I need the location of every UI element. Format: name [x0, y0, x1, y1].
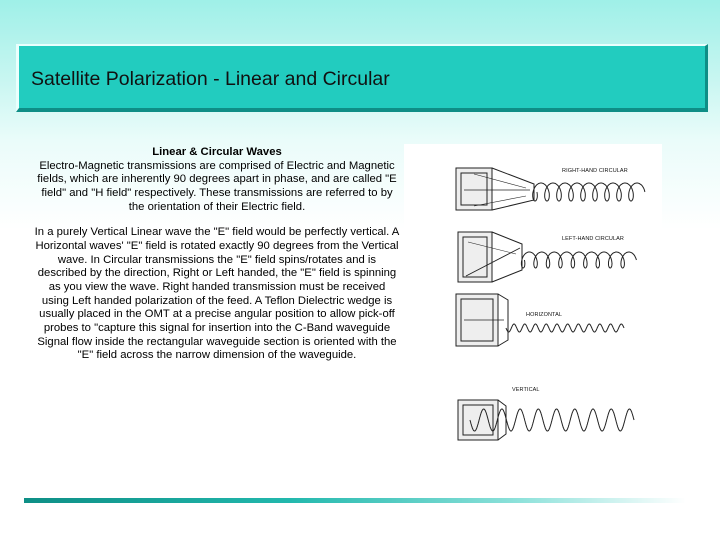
wave-right-hand [533, 183, 645, 201]
horn-horizontal [456, 294, 508, 346]
footer-bar [24, 498, 686, 503]
wave-left-hand [521, 252, 636, 268]
section-heading: Linear & Circular Waves [152, 146, 282, 158]
polarization-diagram [404, 144, 662, 448]
label-left-hand-circular: LEFT-HAND CIRCULAR [562, 236, 625, 242]
horn-right-hand [456, 168, 534, 210]
label-horizontal: HORIZONTAL [526, 312, 563, 318]
slide-title: Satellite Polarization - Linear and Circular [31, 68, 390, 90]
paragraph-intro: Electro-Magnetic transmissions are comprised of Electric and Magnetic fields, which are inherently 90 degrees apart in phase, and are called "E field" and "H field" respectively. These transmissions are referred to by the orientation of their Electric field. [37, 159, 397, 213]
label-vertical: VERTICAL [512, 387, 540, 393]
polarization-diagram-svg [404, 144, 662, 448]
horn-left-hand [458, 232, 522, 282]
body-text [34, 146, 400, 363]
paragraph-polarization: In a purely Vertical Linear wave the "E" field would be perfectly vertical. A Horizontal waves' "E" field is rotated exactly 90 degrees from the Vertical wave. In Circular transmissions the "E" field spins/rotates and is described by the direction, Right or Left handed, the "E" field is spinning as you view the wave. Right handed transmission must be received using Left handed polarization of the feed. A Teflon Dielectric wedge is usually placed in the OMT at a precise angular position to allow pick-off probes to "capture this signal for insertion into the C-Band waveguide Signal flow inside the rectangular waveguide section is oriented with the "E" field across the narrow dimension of the waveguide. [34, 226, 400, 362]
title-banner [16, 44, 708, 112]
label-right-hand-circular: RIGHT-HAND CIRCULAR [562, 168, 628, 174]
horn-vertical [458, 400, 506, 440]
wave-horizontal [506, 324, 624, 332]
